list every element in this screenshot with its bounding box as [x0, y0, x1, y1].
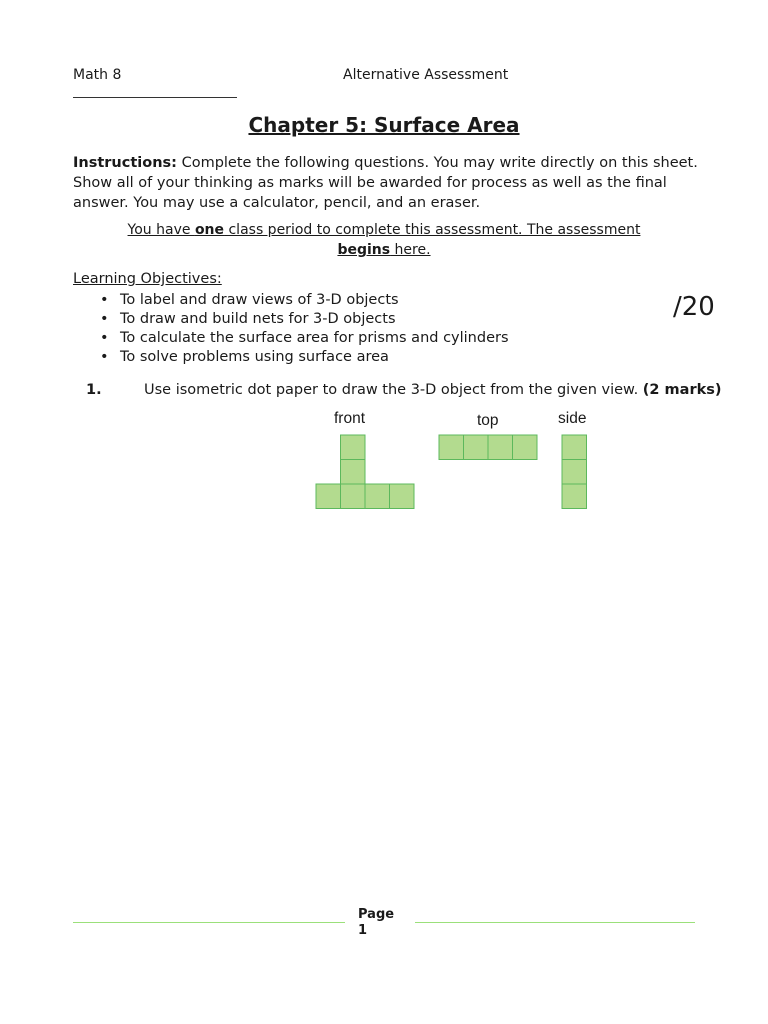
instructions-text: Complete the following questions. You may write directly on this sheet. Show all of your thinking as marks will be awarded for process as well as the final answer. You may use a calculator, pencil, and an eraser. — [73, 155, 698, 211]
side-view-square — [562, 484, 587, 509]
question-marks: (2 marks) — [642, 382, 722, 398]
question-text — [144, 382, 722, 398]
side-view-square — [562, 460, 587, 485]
course-label: Math 8 — [73, 67, 122, 83]
top-view-square — [439, 435, 464, 460]
orthographic-views — [310, 430, 600, 512]
page-title: Chapter 5: Surface Area — [248, 113, 520, 137]
total-score: /20 — [673, 292, 715, 322]
time-note-bold: one — [194, 222, 225, 238]
page-number — [358, 907, 402, 939]
side-view-square — [562, 435, 587, 460]
front-view — [316, 435, 414, 509]
top-view-square — [513, 435, 538, 460]
time-note-part: class period to complete this assessment. The assessment — [224, 222, 641, 238]
list-item: • To draw and build nets for 3-D objects — [100, 310, 509, 329]
front-view-square — [390, 484, 415, 509]
time-note-bold: begins — [337, 242, 391, 258]
top-view — [439, 435, 537, 460]
question-number: 1. — [86, 382, 102, 398]
assessment-label: Alternative Assessment — [343, 67, 509, 83]
front-view-square — [365, 484, 390, 509]
footer-line-right — [415, 922, 695, 923]
footer-line-left — [73, 922, 345, 923]
learning-objectives-heading: Learning Objectives: — [73, 271, 222, 287]
page-label: Page — [358, 907, 395, 922]
top-view-square — [488, 435, 513, 460]
instructions — [73, 153, 713, 213]
top-view-label: top — [477, 412, 499, 429]
name-blank-line — [73, 97, 237, 98]
top-view-square — [464, 435, 489, 460]
side-view — [562, 435, 587, 509]
list-item: • To calculate the surface area for prisms and cylinders — [100, 329, 509, 348]
instructions-label: Instructions: — [73, 155, 177, 171]
time-note — [73, 220, 695, 260]
question-prompt: Use isometric dot paper to draw the 3-D object from the given view. — [144, 382, 643, 398]
learning-objectives-list — [100, 291, 509, 367]
time-note-part: You have — [127, 222, 195, 238]
front-view-square — [341, 460, 366, 485]
front-view-square — [341, 484, 366, 509]
front-view-square — [341, 435, 366, 460]
front-view-label: front — [334, 410, 366, 427]
list-item: • To solve problems using surface area — [100, 348, 509, 367]
list-item: • To label and draw views of 3-D objects — [100, 291, 509, 310]
time-note-part: here. — [390, 242, 431, 258]
side-view-label: side — [558, 410, 587, 427]
page-number-value: 1 — [358, 923, 368, 938]
front-view-square — [316, 484, 341, 509]
